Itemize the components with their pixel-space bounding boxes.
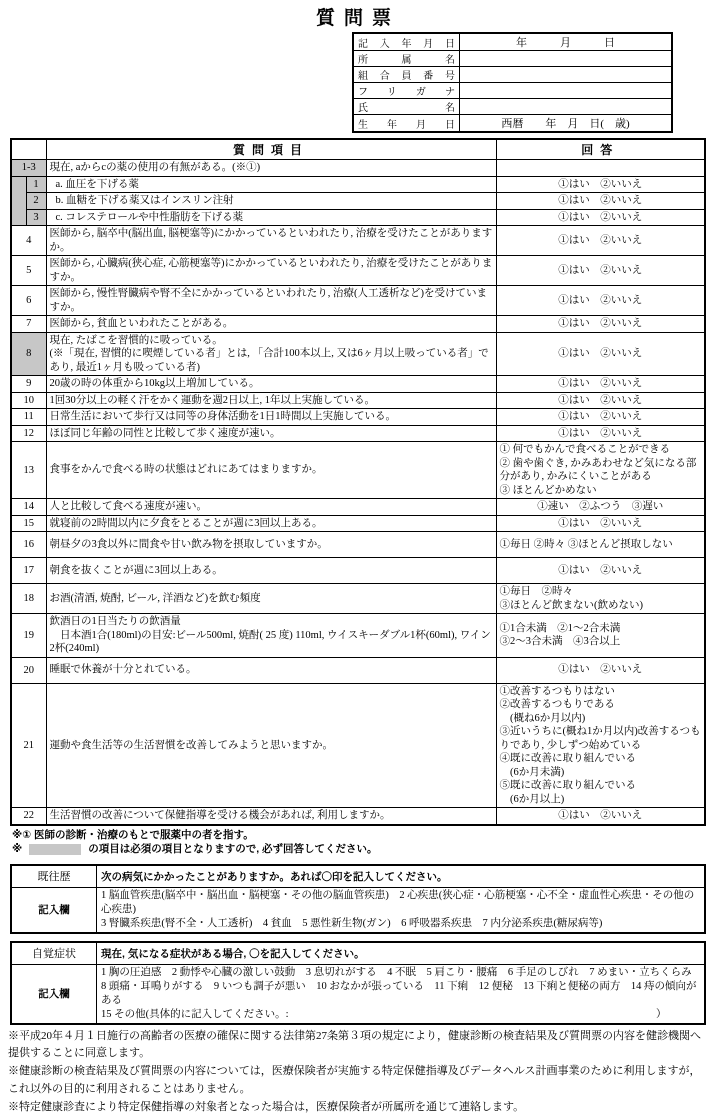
questionnaire-body (11, 160, 705, 825)
question-text-line: 食事をかんで食べる時の状態はどれにあてはまりますか。 (49, 464, 323, 476)
question-text (46, 515, 496, 532)
question-text (46, 286, 496, 316)
question-text (46, 558, 496, 584)
footnote-medication (12, 828, 716, 843)
question-number: 10 (11, 392, 46, 409)
answer-option-line[interactable]: ⑤既に改善に取り組んでいる (499, 780, 636, 791)
answer-option-line[interactable]: (概ね6か月以内) (499, 712, 586, 724)
answer-options[interactable] (496, 286, 705, 316)
question-number: 8 (11, 332, 46, 376)
question-row-14 (11, 499, 705, 516)
answer-option-line[interactable]: ③近いうちに(概ね1か月以内)改善するつもりであり, 少しずつ始めている (499, 726, 701, 751)
history-entry-label: 記入欄 (11, 887, 97, 933)
medical-history-table (10, 864, 706, 934)
question-text-line: 現在, aからcの薬の使用の有無がある。(※①) (49, 162, 261, 173)
member-number-field[interactable] (460, 67, 673, 83)
question-text (46, 256, 496, 286)
answer-option-line[interactable]: ④既に改善に取り組んでいる (499, 753, 636, 764)
question-text-line: 就寝前の2時間以内に夕食をとることが週に3回以上ある。 (49, 517, 323, 529)
answer-options[interactable] (496, 392, 705, 409)
answer-option-line[interactable]: ②改善するつもりである (499, 699, 615, 710)
footnote-2-text: の項目は必須の項目となりますので, 必ず回答してください。 (88, 843, 378, 855)
group-1-3-stripe (11, 176, 26, 226)
footnote-1-text: 医師の診断・治療のもとで服薬中の者を指す。 (34, 828, 254, 841)
question-row-19 (11, 614, 705, 658)
symptoms-entry-field[interactable] (97, 964, 706, 1024)
question-number: 15 (11, 515, 46, 532)
affiliation-field[interactable] (460, 51, 673, 67)
question-text (46, 409, 496, 426)
answer-options[interactable] (496, 584, 705, 614)
footnote-1-prefix: ※① (12, 828, 32, 841)
question-text-line: お酒(清酒, 焼酎, ビール, 洋酒など)を飲む頻度 (49, 592, 261, 604)
answer-option-line[interactable]: (6か月以上) (499, 793, 565, 805)
question-text-line: 医師から, 脳卒中(脳出血, 脳梗塞等)にかかっているといわれたり, 治療を受けたことがありますか。 (49, 228, 493, 253)
question-number: 11 (11, 409, 46, 426)
question-number: 16 (11, 532, 46, 558)
answer-options[interactable] (496, 614, 705, 658)
history-header-row (11, 865, 705, 888)
answer-options[interactable] (496, 558, 705, 584)
info-row-name (353, 99, 672, 115)
question-text-line: 睡眠で休養が十分とれている。 (49, 664, 197, 676)
question-row-8 (11, 332, 705, 376)
history-instruction: 次の病気にかかったことがありますか。あれば〇印を記入してください。 (97, 865, 706, 888)
question-number: 17 (11, 558, 46, 584)
number-column-header (11, 139, 46, 160)
question-text (46, 160, 496, 177)
question-row-21 (11, 683, 705, 808)
answer-option-line[interactable]: ①1合未満 ②1～2合未満 (499, 622, 621, 634)
question-row-12 (11, 425, 705, 442)
answer-option-line[interactable]: ③ほとんど飲まない(飲めない) (499, 599, 643, 611)
answer-options[interactable] (496, 425, 705, 442)
questionnaire-header-row (11, 139, 705, 160)
consent-notes (8, 1028, 708, 1117)
answer-option-line[interactable]: ①はい ②いいえ (558, 664, 643, 676)
answer-option-line[interactable]: ①改善するつもりはない (499, 685, 615, 697)
question-text (46, 209, 496, 226)
page-title: 質問票 (315, 8, 400, 29)
question-number: 12 (11, 425, 46, 442)
answer-option-line[interactable]: ①はい ②いいえ (558, 810, 643, 821)
answer-options[interactable] (496, 316, 705, 333)
question-row-4 (11, 226, 705, 256)
question-text-line: (※「現在, 習慣的に喫煙している者」とは, 「合計100本以上, 又は6ヶ月以上吸っている者」であり, 最近1ヶ月も吸っている者) (49, 348, 489, 373)
answer-option-line[interactable]: ③2～3合未満 ④3合以上 (499, 636, 621, 648)
answer-options[interactable] (496, 256, 705, 286)
question-row-3 (11, 209, 705, 226)
name-field[interactable] (460, 99, 673, 115)
question-row-6 (11, 286, 705, 316)
fill-date-field[interactable]: 年 月 日 (460, 33, 673, 51)
footnote-required (12, 842, 716, 857)
answer-options[interactable] (496, 376, 705, 393)
question-text (46, 376, 496, 393)
furigana-field[interactable] (460, 83, 673, 99)
question-number: 9 (11, 376, 46, 393)
answer-options[interactable] (496, 683, 705, 808)
answer-option-line[interactable]: ①はい ②いいえ (558, 234, 643, 246)
question-number: 19 (11, 614, 46, 658)
history-content-line: 3 腎臓系疾患(腎不全・人工透析) 4 貧血 5 悪性新生物(ガン) 6 呼吸器系疾患 7 内分泌系疾患(糖尿病等) (101, 917, 603, 929)
member-number-label: 組合員番号 (353, 67, 460, 83)
question-text (46, 683, 496, 808)
affiliation-label: 所属名 (353, 51, 460, 67)
name-label: 氏名 (353, 99, 460, 115)
answer-options[interactable] (496, 176, 705, 193)
question-number: 2 (26, 193, 46, 210)
answer-options[interactable] (496, 657, 705, 683)
questionnaire-table (10, 138, 706, 826)
info-row-furigana (353, 83, 672, 99)
question-text-line: 現在, たばこを習慣的に吸っている。 (49, 334, 223, 346)
question-number: 1 (26, 176, 46, 193)
question-text (46, 226, 496, 256)
table-footnotes (12, 828, 716, 857)
question-text (46, 657, 496, 683)
question-number: 3 (26, 209, 46, 226)
question-number: 14 (11, 499, 46, 516)
question-row-15 (11, 515, 705, 532)
answer-options[interactable] (496, 193, 705, 210)
question-text-line: 日本酒1合(180ml)の目安:ビール500ml, 焼酎( 25 度) 110ml, ウイスキーダブル1杯(60ml), ワイン2杯(240ml) (49, 629, 491, 654)
answer-option-line[interactable]: ①はい ②いいえ (558, 348, 643, 359)
answer-options[interactable] (496, 515, 705, 532)
answer-column-header: 回答 (496, 139, 705, 160)
question-row-5 (11, 256, 705, 286)
answer-option-line[interactable]: ①はい ②いいえ (558, 378, 643, 389)
answer-option-line[interactable]: ①はい ②いいえ (558, 517, 643, 529)
question-text-line: a. 血圧を下げる薬 (55, 178, 139, 190)
question-text (46, 442, 496, 499)
answer-option-line[interactable]: ① 何でもかんで食べることができる (499, 444, 671, 455)
answer-option-line[interactable]: ①はい ②いいえ (558, 195, 643, 206)
question-number: 6 (11, 286, 46, 316)
footnote-2-prefix: ※ (12, 843, 23, 855)
answer-options[interactable] (496, 332, 705, 376)
info-row-birth-date (353, 115, 672, 133)
consent-note-line: ※特定健康診査により特定保健指導の対象者となった場合は，医療保険者が所属所を通じて連絡します。 (8, 1100, 525, 1113)
question-row-7 (11, 316, 705, 333)
question-row-2 (11, 193, 705, 210)
answer-option-line[interactable]: ①毎日 ②時々 (499, 586, 573, 597)
info-row-fill-date (353, 33, 672, 51)
answer-options[interactable] (496, 442, 705, 499)
answer-option-line[interactable]: ①はい ②いいえ (558, 178, 643, 190)
question-row-1 (11, 176, 705, 193)
question-text-line: 人と比較して食べる速度が速い。 (49, 501, 207, 512)
question-row-18 (11, 584, 705, 614)
question-text-line: 医師から, 慢性腎臓病や腎不全にかかっているといわれたり, 治療(人工透析など)を受けていますか。 (49, 288, 487, 313)
question-number: 7 (11, 316, 46, 333)
answer-options[interactable] (496, 226, 705, 256)
answer-options (496, 160, 705, 177)
answer-option-line[interactable]: ③ ほとんどかめない (499, 484, 597, 496)
question-text-line: 医師から, 貧血といわれたことがある。 (49, 318, 234, 329)
question-row-16 (11, 532, 705, 558)
question-row-20 (11, 657, 705, 683)
question-row-17 (11, 558, 705, 584)
question-text-line: 朝昼夕の3食以外に間食や甘い飲み物を摂取していますか。 (49, 538, 328, 550)
question-number: 18 (11, 584, 46, 614)
history-entry-row (11, 887, 705, 933)
question-text-line: 1回30分以上の軽く汗をかく運動を週2日以上, 1年以上実施している。 (49, 394, 375, 406)
answer-option-line[interactable]: ①毎日 ②時々 ③ほとんど摂取しない (499, 538, 673, 550)
symptoms-content-line: 1 胸の圧迫感 2 動悸や心臓の激しい鼓動 3 息切れがする 4 不眠 5 肩こり・腰痛 6 手足のしびれ 7 めまい・立ちくらみ 8 頭痛・耳鳴りがする 9 いつも調子が悪い 10 おなかが張っている 11 下痢 12 便秘 13 下痢と便秘の両方 14 痔の傾向がある (101, 966, 703, 1006)
consent-note-line: ※健康診断の検査結果及び質問票の内容については，医療保険者が実施する特定保健指導及びデータヘルス計画事業のために利用しますが，これ以外の目的に利用されることはありません。 (8, 1065, 701, 1095)
birth-date-label: 生年月日 (353, 115, 460, 133)
question-text (46, 614, 496, 658)
question-text-line: c. コレステロールや中性脂肪を下げる薬 (55, 211, 244, 223)
question-text (46, 316, 496, 333)
symptoms-entry-label: 記入欄 (11, 964, 97, 1024)
symptoms-table (10, 941, 706, 1025)
answer-options[interactable] (496, 808, 705, 825)
answer-option-line[interactable]: ② 歯や歯ぐき, かみあわせなど気になる部分があり, かみにくいことがある (499, 457, 697, 482)
answer-option-line[interactable]: ①はい ②いいえ (558, 318, 643, 329)
question-number: 4 (11, 226, 46, 256)
answer-options[interactable] (496, 209, 705, 226)
question-text-line: ほぼ同じ年齢の同性と比較して歩く速度が速い。 (49, 427, 281, 439)
answer-option-line[interactable]: ①はい ②いいえ (558, 294, 643, 306)
question-number: 5 (11, 256, 46, 286)
question-text-line: 運動や食生活等の生活習慣を改善してみようと思いますか。 (49, 739, 333, 751)
question-text-line: 朝食を抜くことが週に3回以上ある。 (49, 564, 223, 576)
question-row-13 (11, 442, 705, 499)
info-row-member-number (353, 67, 672, 83)
answer-option-line[interactable]: ①はい ②いいえ (558, 411, 643, 422)
question-text-line: b. 血糖を下げる薬又はインスリン注射 (55, 195, 234, 206)
info-row-affiliation (353, 51, 672, 67)
birth-date-field[interactable]: 西暦 年 月 日( 歳) (460, 115, 673, 133)
symptoms-entry-row (11, 964, 705, 1024)
question-text (46, 532, 496, 558)
question-row-9 (11, 376, 705, 393)
question-number: 21 (11, 683, 46, 808)
question-number: 1-3 (11, 160, 46, 177)
answer-options[interactable] (496, 499, 705, 516)
history-entry-field[interactable] (97, 887, 706, 933)
question-row-1-3 (11, 160, 705, 177)
answer-options[interactable] (496, 409, 705, 426)
question-text (46, 425, 496, 442)
answer-option-line[interactable]: ①速い ②ふつう ③遅い (537, 501, 664, 512)
question-number: 13 (11, 442, 46, 499)
question-number: 20 (11, 657, 46, 683)
history-label: 既往歴 (11, 865, 97, 888)
history-content-line: 1 脳血管疾患(脳卒中・脳出血・脳梗塞・その他の脳血管疾患) 2 心疾患(狭心症・心筋梗塞・心不全・虚血性心疾患・その他の心疾患) (101, 889, 695, 915)
question-text-line: 飲酒日の1日当たりの飲酒量 (49, 616, 181, 627)
answer-option-line[interactable]: ①はい ②いいえ (558, 564, 643, 576)
answer-option-line[interactable]: ①はい ②いいえ (558, 211, 643, 223)
question-text (46, 808, 496, 825)
header-info-table (352, 32, 673, 133)
symptoms-label: 自覚症状 (11, 942, 97, 965)
question-text (46, 193, 496, 210)
furigana-label: フリガナ (353, 83, 460, 99)
question-column-header: 質問項目 (46, 139, 496, 160)
question-row-10 (11, 392, 705, 409)
answer-option-line[interactable]: ①はい ②いいえ (558, 394, 643, 406)
answer-options[interactable] (496, 532, 705, 558)
question-text-line: 医師から, 心臓病(狭心症, 心筋梗塞等)にかかっているといわれたり, 治療を受けたことがありますか。 (49, 258, 493, 283)
question-text (46, 176, 496, 193)
question-text-line: 日常生活において歩行又は同等の身体活動を1日1時間以上実施している。 (49, 411, 396, 422)
symptoms-content-line: 15 その他(具体的に記入してください。: ） (101, 1008, 667, 1020)
consent-note-line: ※平成20年４月１日施行の高齢者の医療の確保に関する法律第27条第３項の規定により，健康診断の検査結果及び質問票の内容を健診機関へ提供することに同意します。 (8, 1029, 701, 1060)
symptoms-header-row (11, 942, 705, 965)
required-gray-swatch (29, 844, 81, 855)
question-number: 22 (11, 808, 46, 825)
answer-option-line[interactable]: ①はい ②いいえ (558, 264, 643, 276)
question-text (46, 499, 496, 516)
question-text (46, 392, 496, 409)
question-row-11 (11, 409, 705, 426)
answer-option-line[interactable]: (6か月未満) (499, 766, 565, 778)
question-text-line: 20歳の時の体重から10kg以上増加している。 (49, 378, 260, 389)
fill-date-label: 記入年月日 (353, 33, 460, 51)
question-row-22 (11, 808, 705, 825)
header-info-section (0, 32, 716, 133)
question-text-line: 生活習慣の改善について保健指導を受ける機会があれば, 利用しますか。 (49, 810, 391, 821)
question-text (46, 584, 496, 614)
symptoms-instruction: 現在, 気になる症状がある場合, 〇を記入してください。 (97, 942, 706, 965)
answer-option-line[interactable]: ①はい ②いいえ (558, 427, 643, 439)
question-text (46, 332, 496, 376)
